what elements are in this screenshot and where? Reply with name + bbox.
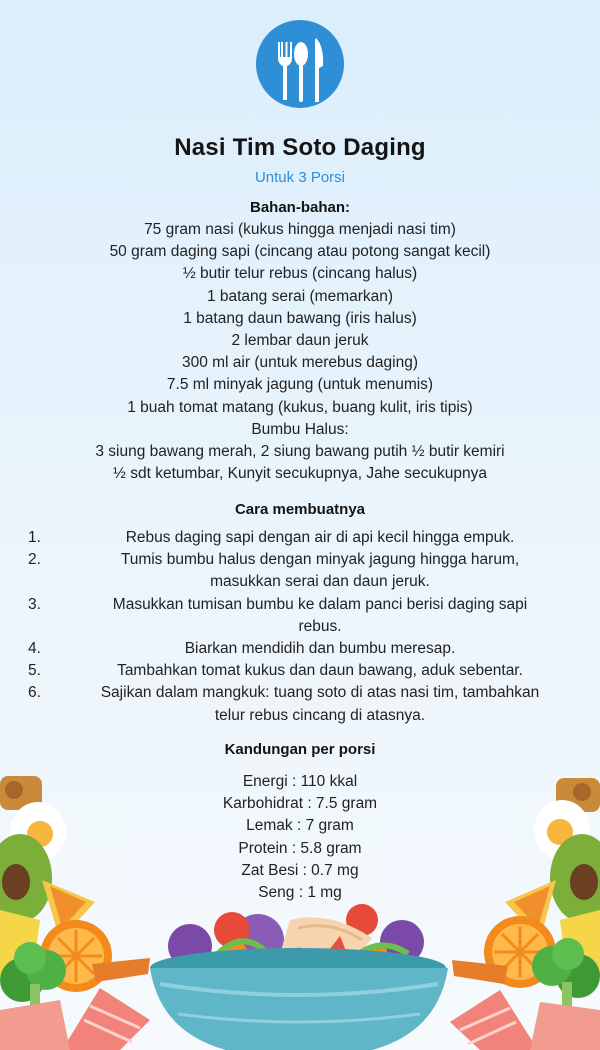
ingredient-item: 75 gram nasi (kukus hingga menjadi nasi tim) <box>144 221 456 238</box>
method-step <box>0 638 600 660</box>
nutrition-item: Zat Besi : 0.7 mg <box>241 861 359 879</box>
salad-bowl <box>150 904 448 1050</box>
recipe-title: Nasi Tim Soto Daging <box>174 134 426 161</box>
nutrition-heading: Kandungan per porsi <box>224 741 376 758</box>
step-text: Biarkan mendidih dan bumbu meresap. <box>184 640 456 658</box>
ingredient-item: 7.5 ml minyak jagung (untuk menumis) <box>166 376 434 394</box>
ingredient-item: 1 batang serai (memarkan) <box>206 287 394 305</box>
nutrition-item: Protein : 5.8 gram <box>238 839 362 857</box>
ingredient-item: 50 gram daging sapi (cincang atau potong sangat kecil) <box>109 243 491 261</box>
portion-subtitle: Untuk 3 Porsi <box>254 169 346 186</box>
nutrition-list <box>0 771 600 904</box>
step-text: masukkan serai dan daun jeruk. <box>210 573 430 591</box>
method-step <box>0 527 600 549</box>
step-text: Masukkan tumisan bumbu ke dalam panci berisi daging sapi <box>112 595 528 613</box>
step-number: 1. <box>28 529 41 546</box>
step-number: 5. <box>28 662 41 680</box>
nutrition-item: Karbohidrat : 7.5 gram <box>222 795 378 813</box>
method-heading: Cara membuatnya <box>234 501 366 518</box>
fork-spoon-knife-icon <box>256 20 344 108</box>
nutrition-item: Lemak : 7 gram <box>246 817 354 835</box>
ingredient-item: 1 batang daun bawang (iris halus) <box>183 309 417 327</box>
step-text: Tambahkan tomat kukus dan daun bawang, aduk sebentar. <box>117 662 523 680</box>
step-text: Tumis bumbu halus dengan minyak jagung hingga harum, <box>120 551 520 569</box>
ingredients-list <box>0 219 600 485</box>
ingredient-item: 2 lembar daun jeruk <box>231 332 369 350</box>
ingredients-heading: Bahan-bahan: <box>249 199 350 216</box>
step-number: 4. <box>28 640 41 658</box>
nutrition-item: Seng : 1 mg <box>258 884 342 902</box>
method-step <box>0 549 600 593</box>
step-text: Sajikan dalam mangkuk: tuang soto di atas nasi tim, tambahkan <box>100 684 540 702</box>
ingredient-item: ½ sdt ketumbar, Kunyit secukupnya, Jahe secukupnya <box>113 465 487 483</box>
step-text: rebus. <box>298 617 342 635</box>
ingredient-item: 3 siung bawang merah, 2 siung bawang putih ½ butir kemiri <box>95 443 505 461</box>
ingredient-item: 300 ml air (untuk merebus daging) <box>181 354 419 372</box>
step-text: Rebus daging sapi dengan air di api kecil hingga empuk. <box>125 529 515 546</box>
method-step <box>0 682 600 726</box>
step-number: 2. <box>28 551 41 569</box>
ingredient-item: ½ butir telur rebus (cincang halus) <box>182 265 418 283</box>
nutrition-item: Energi : 110 kkal <box>242 773 358 790</box>
method-steps <box>0 527 600 727</box>
step-number: 3. <box>28 595 41 613</box>
method-step <box>0 594 600 638</box>
method-step <box>0 660 600 682</box>
step-text: telur rebus cincang di atasnya. <box>214 706 426 724</box>
ingredient-item: 1 buah tomat matang (kukus, buang kulit, iris tipis) <box>127 398 473 416</box>
spice-paste-label: Bumbu Halus: <box>251 420 349 438</box>
step-number: 6. <box>28 684 41 702</box>
